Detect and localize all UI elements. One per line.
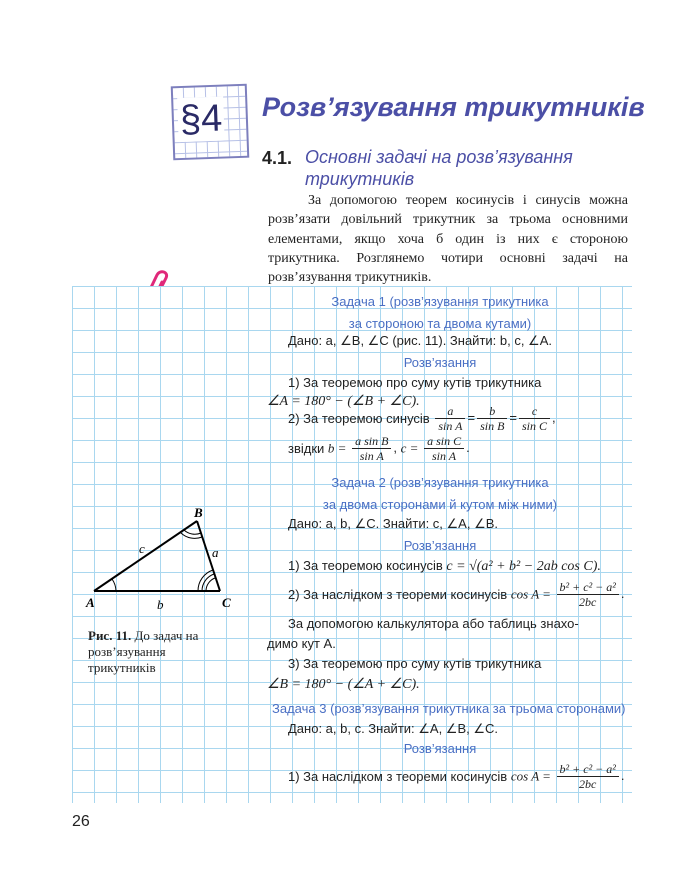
task2-note-line2: димо кут A.: [267, 636, 336, 651]
task3-given: Дано: a, b, c. Знайти: ∠A, ∠B, ∠C.: [288, 721, 499, 736]
section-title: Розв’язування трикутників: [262, 92, 645, 122]
figure-caption-label: Рис. 11.: [88, 628, 132, 643]
task1-step2-where: звідки b = $\frac{\text{a sin B}}{\text{sin A}}$ , c = $\frac{\text{a sin C}}{\text{sin A}}$ .: [288, 434, 470, 463]
figure-caption-text: До задач на розв’язування трикутників: [88, 628, 199, 675]
fraction-c-sinC: $\frac{c}{\text{sin C}}$: [519, 404, 550, 433]
task2-step3-text: 3) За теоремою про суму кутів трикутника: [288, 656, 542, 671]
task2-solution-label: Розв’язання: [403, 538, 477, 553]
section-number-box: [171, 84, 250, 161]
task2-title-line2: за двома сторонами й кутом між ними): [322, 497, 558, 512]
task1-given: Дано: a, ∠B, ∠C (рис. 11). Знайти: b, c, ∠A.: [288, 333, 552, 348]
angle-c-arc-1: [206, 578, 215, 591]
side-a-label: a: [212, 545, 219, 560]
task1-title-line2: за стороною та двома кутами): [348, 316, 532, 331]
task2-title-line1: Задача 2 (розв’язування трикутника: [331, 475, 549, 490]
triangle-figure: [84, 505, 254, 615]
task3-solution-label: Розв’язання: [403, 741, 477, 756]
task2-step3-formula: ∠B = 180° − (∠A + ∠C).: [267, 677, 420, 692]
task1-title-line1: Задача 1 (розв’язування трикутника: [331, 294, 549, 309]
task1-step1-formula: ∠A = 180° − (∠B + ∠C).: [267, 394, 420, 409]
task1-step2-text: 2) За теоремою синусів: [288, 411, 430, 426]
fraction-b-sinB: $\frac{b}{\text{sin B}}$: [477, 404, 507, 433]
side-c-label: c: [139, 541, 145, 556]
fraction-b-formula: $\frac{\text{a sin B}}{\text{sin A}}$: [352, 434, 391, 463]
task2-step2: 2) За наслідком з теореми косинусів cos A = $\frac{\text{b² + c² − a²}}{2bc}$ .: [288, 580, 625, 609]
vertex-c-label: C: [222, 595, 231, 610]
task2-step1: [288, 558, 601, 575]
task2-step1-formula: c = √(a² + b² − 2ab cos C).: [446, 559, 601, 574]
vertex-a-label: A: [86, 595, 95, 610]
subsection-number: 4.1.: [262, 148, 293, 168]
intro-paragraph: За допомогою теорем косинусів і синусів можна розв’язати довільний трикутник за трьома основними елементами, якщо хоча б один із них є стороною трикутника. Розглянемо чотири основні задачі на розв’язування трикутників.: [268, 193, 628, 286]
fraction-cosA: $\frac{\text{b² + c² − a²}}{2bc}$: [557, 580, 619, 609]
side-b-label: b: [157, 597, 164, 612]
task2-given: Дано: a, b, ∠C. Знайти: c, ∠A, ∠B.: [288, 516, 499, 531]
fraction-a-sinA: $\frac{a}{\text{sin A}}$: [435, 404, 465, 433]
task2-step1-text: 1) За теоремою косинусів: [288, 558, 443, 573]
task1-step2: 2) За теоремою синусів $\frac{a}{\text{sin A}}$ = $\frac{b}{\text{sin B}}$ = $\frac{c}{\text{sin C}}$ ,: [288, 404, 556, 433]
task1-solution-label: Розв’язання: [403, 355, 477, 370]
task3-step1: 1) За наслідком з теореми косинусів cos A = $\frac{\text{b² + c² − a²}}{2bc}$ .: [288, 762, 625, 791]
page-number: 26: [72, 813, 90, 830]
fraction-task3-cosA: $\frac{\text{b² + c² − a²}}{2bc}$: [557, 762, 619, 791]
angle-b-arc-1: [184, 530, 201, 534]
task2-note-line1: За допомогою калькулятора або таблиць знахо-: [288, 616, 579, 631]
figure-caption: [88, 628, 228, 676]
side-c-line: [94, 521, 197, 591]
section-number: §4: [177, 97, 225, 143]
task3-title: Задача 3 (розв’язування трикутника за трьома сторонами): [272, 701, 626, 716]
angle-a-arc: [112, 579, 116, 591]
vertex-b-label: B: [194, 505, 203, 520]
subsection-title: Основні задачі на розв’язування трикутників: [305, 147, 573, 189]
task1-step1-text: 1) За теоремою про суму кутів трикутника: [288, 375, 542, 390]
fraction-c-formula: $\frac{\text{a sin C}}{\text{sin A}}$: [424, 434, 464, 463]
